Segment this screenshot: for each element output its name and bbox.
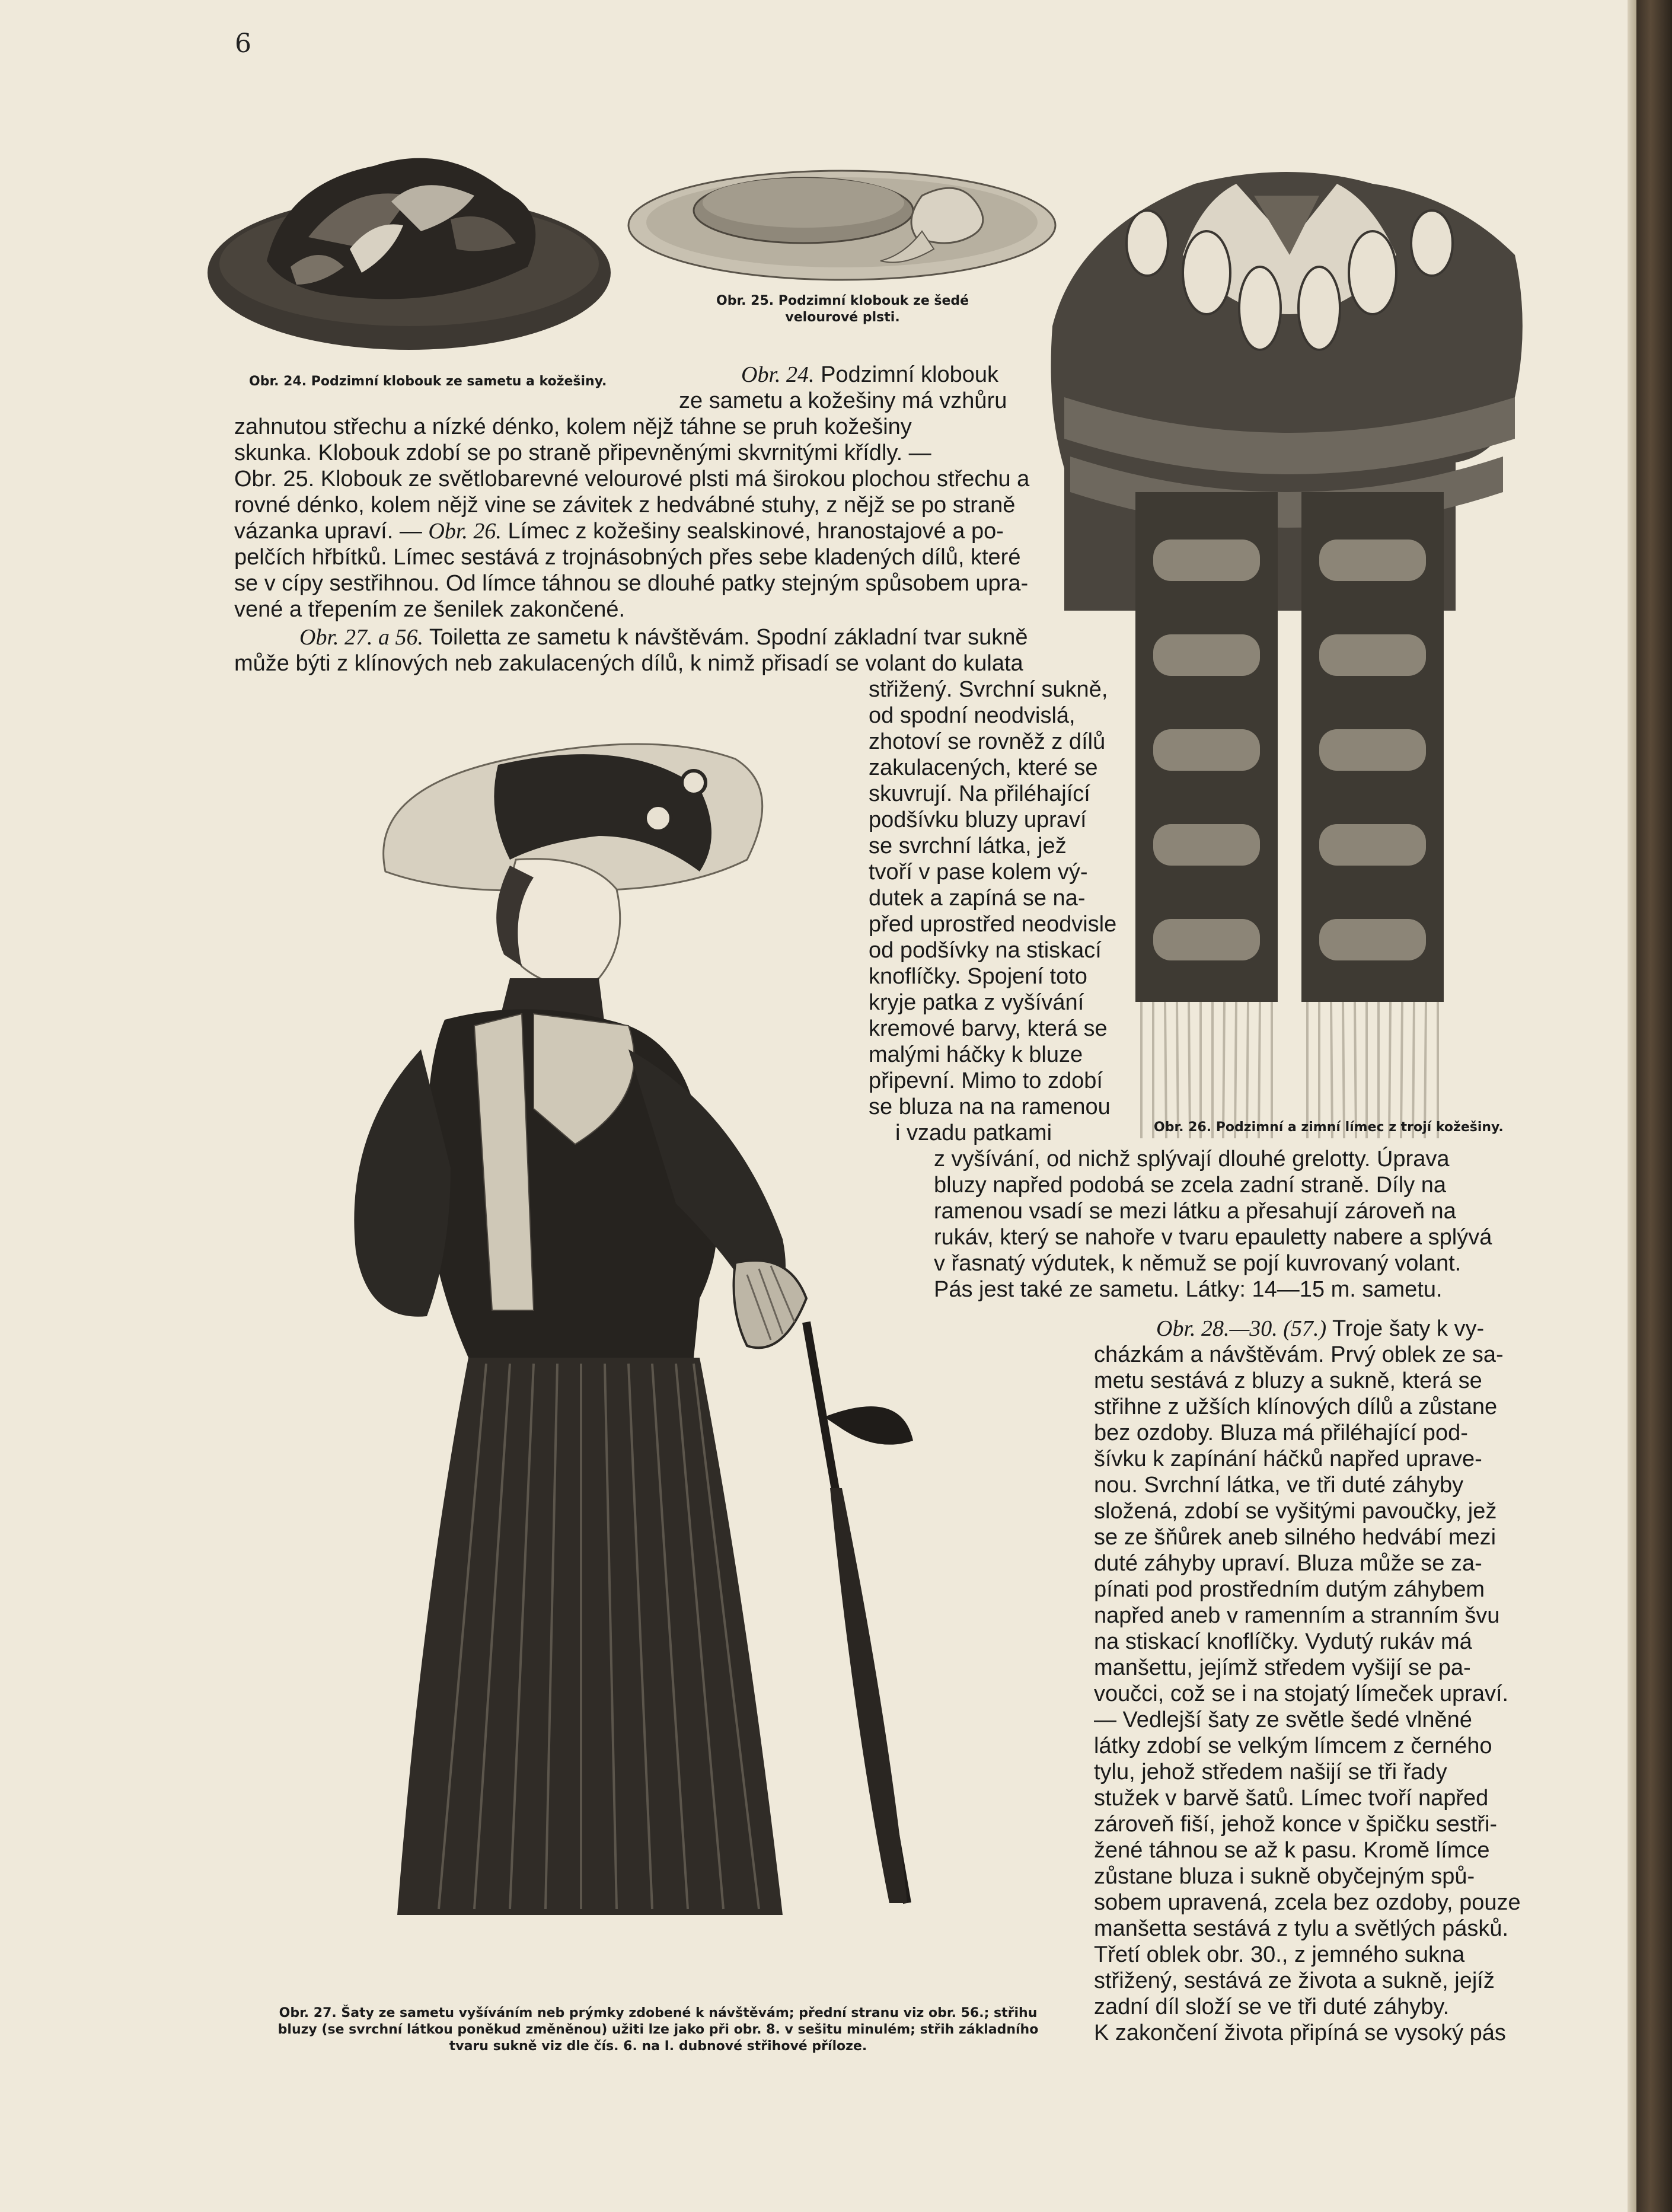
text-span: Troje šaty k vy- — [1326, 1316, 1485, 1341]
figure-25-caption-line: Obr. 25. Podzimní klobouk ze šedé — [716, 293, 969, 308]
figure-reference: Obr. 26. — [428, 519, 502, 544]
text-line: pínati pod prostředním dutým záhybem — [1094, 1577, 1485, 1602]
figure-27-caption-line: Obr. 27. Šaty ze sametu vyšíváním neb prýmky zdobené k návštěvám; přední stranu viz obr. 56.; střihu — [279, 2006, 1038, 2021]
text-line: metu sestává z bluzy a sukně, která se — [1094, 1368, 1482, 1393]
text-line: bluzy napřed podobá se zcela zadní straně. Díly na — [934, 1173, 1446, 1198]
text-line: — Vedlejší šaty ze světle šedé vlněné — [1094, 1707, 1472, 1732]
text-line: zakulacených, které se — [869, 755, 1098, 780]
text-line — [234, 362, 1029, 388]
text-column-narrow — [869, 676, 1116, 1146]
figure-reference: Obr. 28.—30. (57.) — [1156, 1316, 1327, 1341]
text-line: manšetta sestává z tylu a světlých pásků. — [1094, 1916, 1509, 1941]
text-line — [1094, 1316, 1521, 1342]
text-line: zahnutou střechu a nízké dénko, kolem nějž táhne se pruh kožešiny — [234, 414, 912, 439]
text-line: nou. Svrchní látka, ve tři duté záhyby — [1094, 1473, 1464, 1498]
text-span: Podzimní klobouk — [814, 362, 999, 387]
text-line: ramenou vsadí se mezi látku a přesahují zároveň na — [934, 1199, 1456, 1224]
text-line: kryje patka z vyšívání — [869, 990, 1084, 1015]
text-line: látky zdobí se velkým límcem z černého — [1094, 1734, 1492, 1758]
text-line: se svrchní látka, jež — [869, 834, 1067, 858]
text-line: zůstane bluza i sukně obyčejným spů- — [1094, 1864, 1475, 1889]
text-line: sobem upravená, zcela bez ozdoby, pouze — [1094, 1890, 1521, 1915]
text-line: bez ozdoby. Bluza má přiléhající pod- — [1094, 1421, 1468, 1445]
figure-25-caption-line: velourové plsti. — [785, 310, 900, 325]
text-line: skunka. Klobouk zdobí se po straně připevněnými skvrnitými křídly. — — [234, 441, 931, 465]
text-line: zároveň fiší, jehož konce v špičku sestři- — [1094, 1812, 1498, 1837]
paragraph-obr-28-30 — [1094, 1316, 1521, 2046]
text-span: Toiletta ze sametu k návštěvám. Spodní základní tvar sukně — [423, 625, 1028, 650]
text-line: malými háčky k bluze — [869, 1042, 1083, 1067]
text-line: se ze šňůrek aneb silného hedvábí mezi — [1094, 1525, 1496, 1550]
text-line: ze sametu a kožešiny má vzhůru — [679, 388, 1007, 413]
text-line: napřed aneb v ramenním a stranním švu — [1094, 1603, 1500, 1628]
figure-26-caption: Obr. 26. Podzimní a zimní límec z trojí kožešiny. — [1154, 1120, 1504, 1135]
text-line: Pás jest také ze sametu. Látky: 14—15 m. sametu. — [934, 1277, 1443, 1302]
text-line: může býti z klínových neb zakulacených dílů, k nimž přisadí se volant do kulata — [234, 651, 1023, 676]
text-column-wide — [934, 1146, 1492, 1303]
text-span: vázanka upraví. — — [234, 519, 429, 544]
text-line: Třetí oblek obr. 30., z jemného sukna — [1094, 1942, 1465, 1967]
text-line: tylu, jehož středem našijí se tři řady — [1094, 1760, 1447, 1785]
figure-27-caption — [237, 2005, 1079, 2055]
text-line: od spodní neodvislá, — [869, 703, 1076, 728]
text-line: podšívku bluzy upraví — [869, 807, 1087, 832]
text-line: manšettu, jejímž středem vyšijí se pa- — [1094, 1655, 1471, 1680]
text-line: i vzadu patkami — [895, 1121, 1052, 1145]
figure-27-caption-line: tvaru sukně viz dle čís. 6. na I. dubnové střihové příloze. — [449, 2039, 867, 2054]
text-line: Obr. 25. Klobouk ze světlobarevné velourové plsti má širokou plochou střechu a — [234, 467, 1030, 491]
text-line: střižený. Svrchní sukně, — [869, 677, 1108, 702]
text-line — [234, 624, 1028, 650]
figure-24-caption: Obr. 24. Podzimní klobouk ze sametu a kožešiny. — [249, 374, 607, 389]
figure-25-felt-hat — [626, 160, 1058, 285]
text-line: cházkám a návštěvám. Prvý oblek ze sa- — [1094, 1342, 1504, 1367]
text-line: žené táhnou se až k pasu. Kromě límce — [1094, 1838, 1490, 1863]
text-line: kremové barvy, která se — [869, 1016, 1108, 1041]
text-line: rovné dénko, kolem nějž vine se závitek z hedvábné stuhy, z nějž se po straně — [234, 493, 1016, 518]
text-line: šívku k zapínání háčků napřed uprave- — [1094, 1447, 1482, 1472]
text-line: střižený, sestává ze života a sukně, jejíž — [1094, 1968, 1495, 1993]
book-spine — [1636, 0, 1672, 2212]
text-line: složená, zdobí se vyšitými pavoučky, jež — [1094, 1499, 1497, 1524]
text-line — [234, 518, 1029, 544]
text-line: v řasnatý výdutek, k němuž se pojí kuvrovaný volant. — [934, 1251, 1462, 1276]
page-number: 6 — [235, 28, 251, 59]
text-line: K zakončení života připíná se vysoký pás — [1094, 2021, 1506, 2045]
text-line: se v cípy sestřihnou. Od límce táhnou se dlouhé patky stejným spůsobem upra- — [234, 571, 1029, 596]
text-line: na stiskací knoflíčky. Vydutý rukáv má — [1094, 1629, 1472, 1654]
figure-reference: Obr. 24. — [741, 362, 815, 387]
text-line: vené a třepením ze šenilek zakončené. — [234, 597, 626, 622]
text-line: z vyšívání, od nichž splývají dlouhé grelotty. Úprava — [934, 1147, 1450, 1172]
text-line: připevní. Mimo to zdobí — [869, 1068, 1103, 1093]
figure-27-caption-line: bluzy (se svrchní látkou poněkud změněnou) užiti lze jako při obr. 8. v sešitu minulém; střih základního — [277, 2022, 1039, 2037]
text-line: pelčích hřbítků. Límec sestává z trojnásobných přes sebe kladených dílů, které — [234, 545, 1021, 570]
text-line: stužek v barvě šatů. Límec tvoří napřed — [1094, 1786, 1489, 1811]
text-line: od podšívky na stiskací — [869, 938, 1102, 963]
text-line: duté záhyby upraví. Bluza může se za- — [1094, 1551, 1482, 1576]
figure-25-caption — [716, 293, 969, 326]
text-line: tvoří v pase kolem vý- — [869, 860, 1088, 885]
text-line: rukáv, který se nahoře v tvaru epauletty nabere a splývá — [934, 1225, 1492, 1250]
text-line: zhotoví se rovněž z dílů — [869, 729, 1106, 754]
figure-24-fur-hat — [196, 130, 623, 368]
text-line: před uprostřed neodvisle — [869, 912, 1117, 937]
text-line: dutek a zapíná se na- — [869, 886, 1086, 911]
text-line: voučci, což se i na stojatý límeček upraví. — [1094, 1681, 1509, 1706]
text-line: knoflíčky. Spojení toto — [869, 964, 1087, 989]
paragraph-obr-27-56 — [234, 624, 1028, 676]
text-line: zadní díl složí se ve tři duté záhyby. — [1094, 1994, 1450, 2019]
text-span: Límec z kožešiny sealskinové, hranostajové a po- — [501, 519, 1004, 544]
text-line: skuvrují. Na přiléhající — [869, 781, 1090, 806]
text-line: se bluza na na ramenou — [869, 1094, 1111, 1119]
figure-reference: Obr. 27. a 56. — [299, 625, 424, 650]
paragraph-obr-24-26 — [234, 362, 1029, 623]
text-line: střihne z užších klínových dílů a zůstane — [1094, 1394, 1498, 1419]
